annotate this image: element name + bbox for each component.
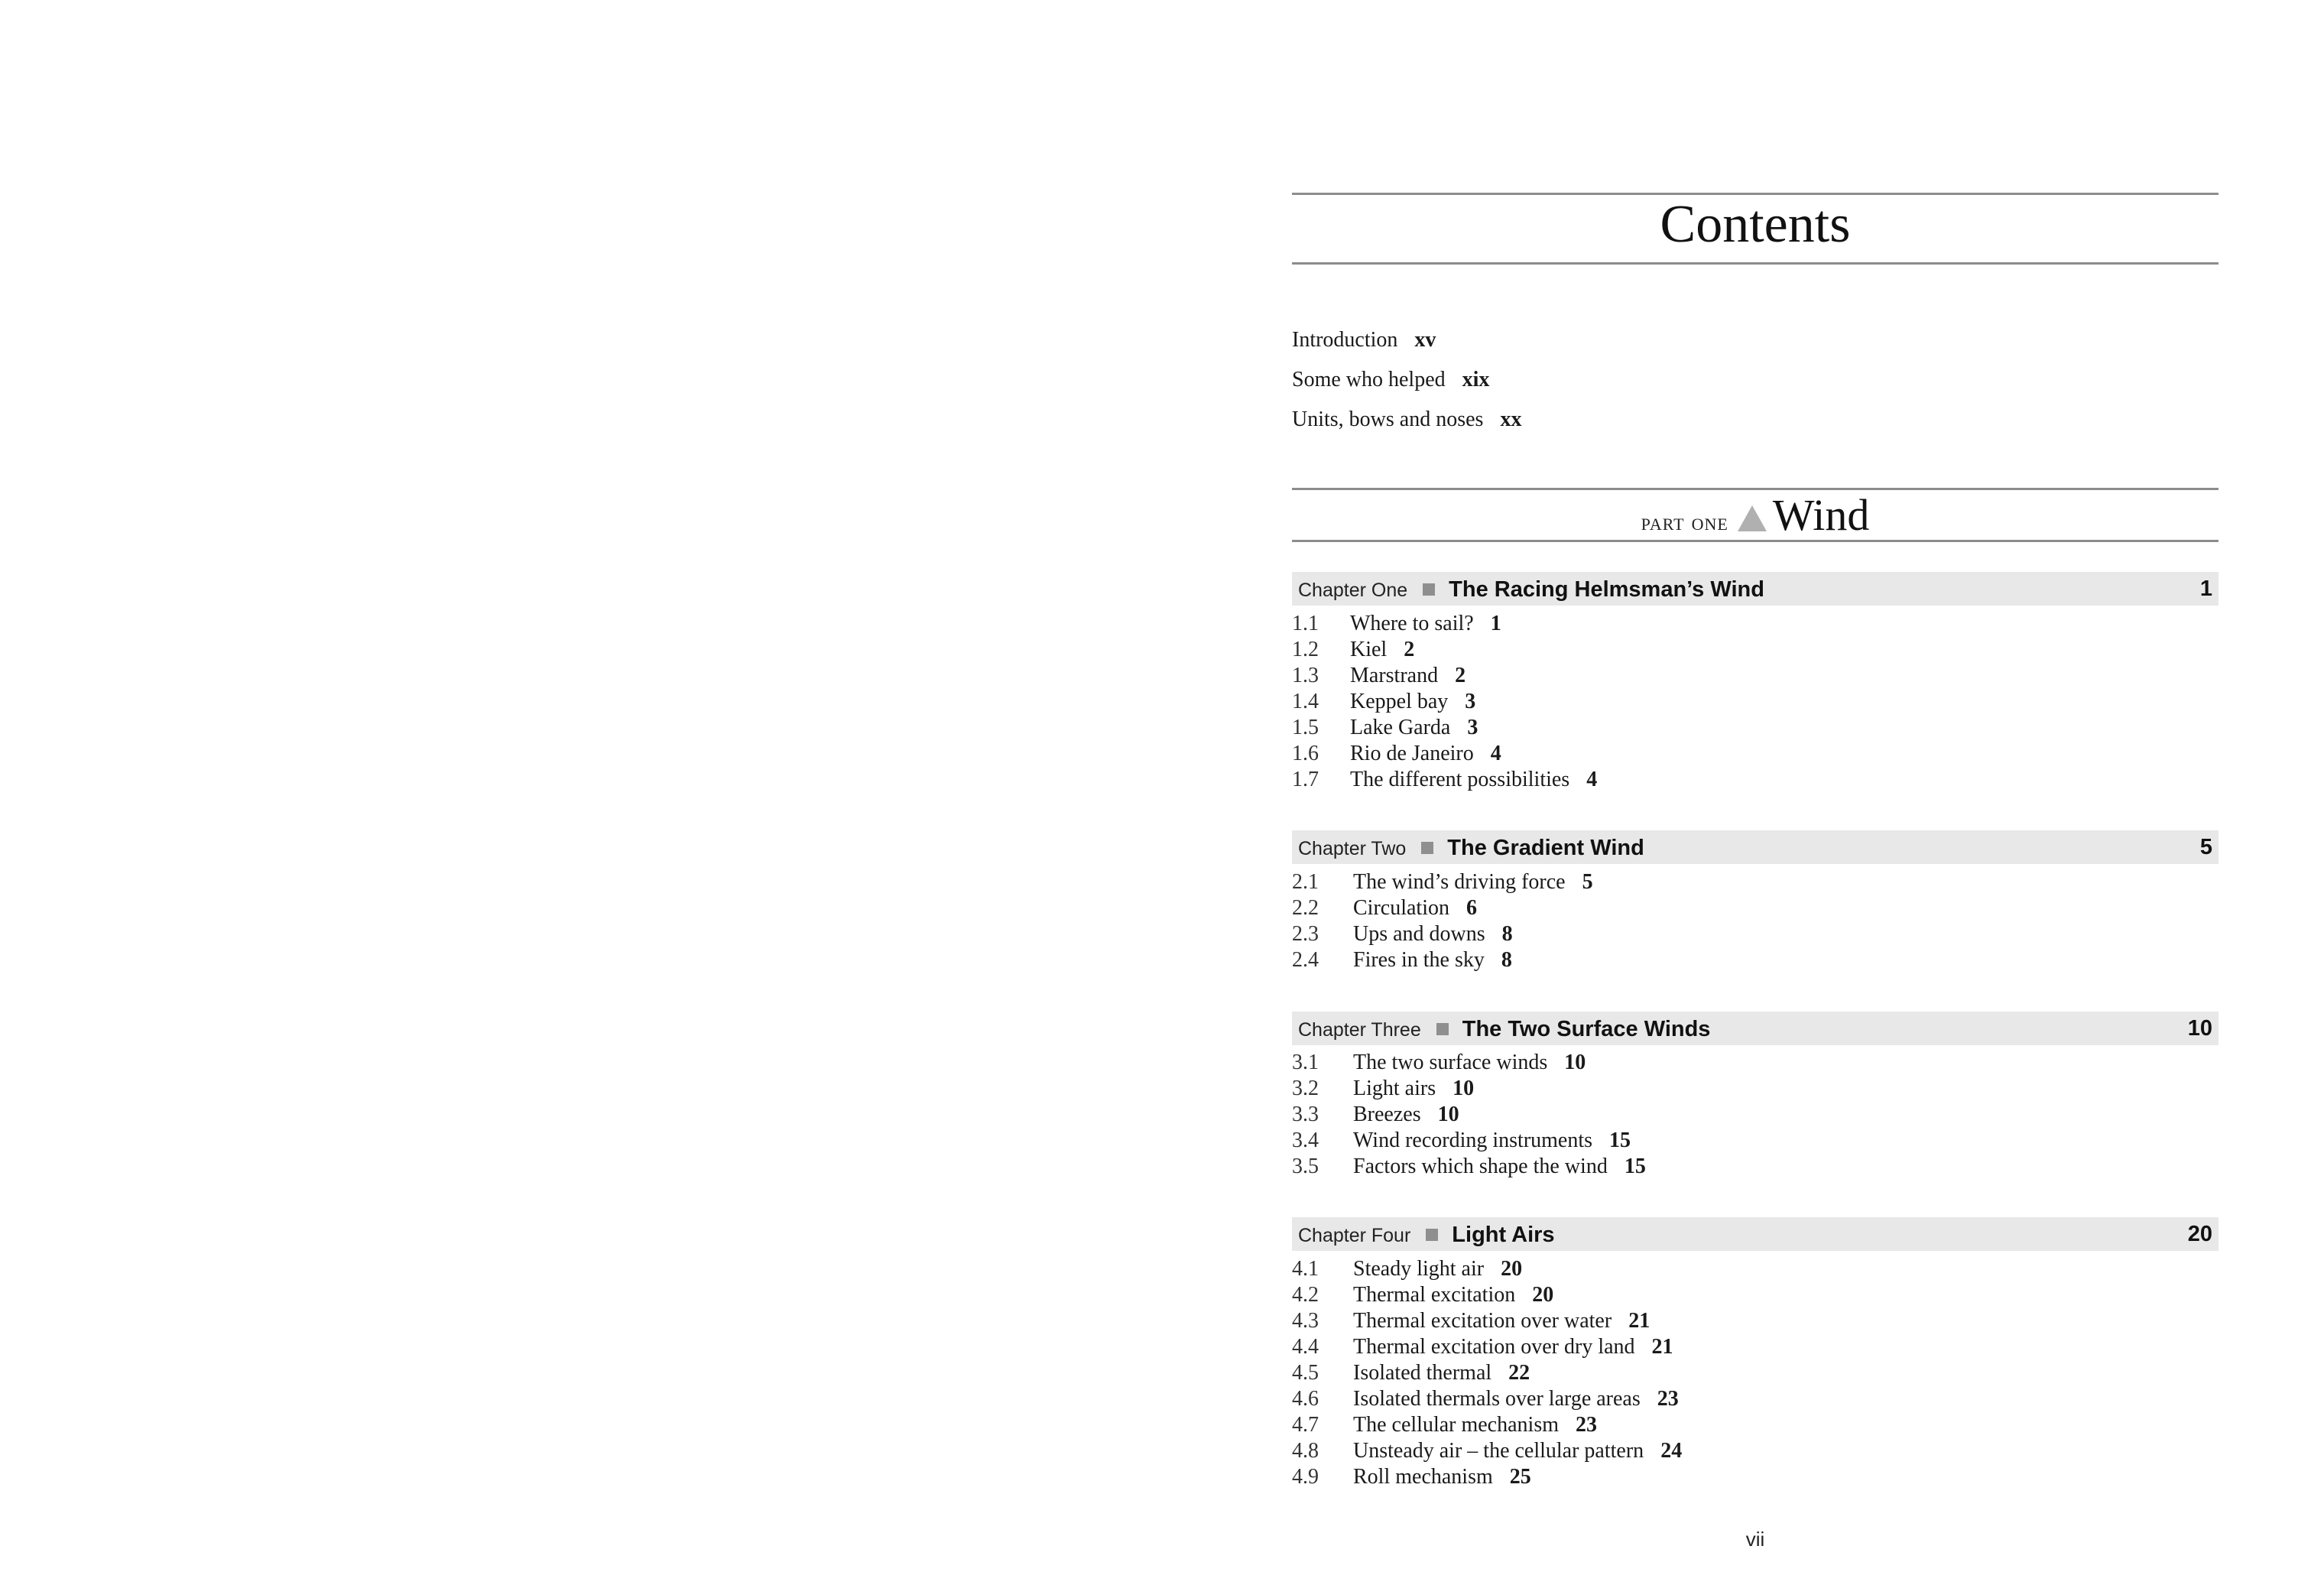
section-entry — [1292, 1309, 1650, 1333]
part-label: part one — [1641, 508, 1728, 535]
section-number: 1.2 — [1292, 638, 1319, 661]
front-matter-title: Introduction — [1292, 328, 1398, 352]
section-entry — [1292, 896, 1477, 921]
section-title: Keppel bay — [1350, 690, 1449, 713]
section-number: 2.4 — [1292, 948, 1319, 972]
section-title: Unsteady air – the cellular pattern — [1353, 1439, 1644, 1463]
section-number: 4.9 — [1292, 1465, 1319, 1489]
section-page: 20 — [1532, 1283, 1554, 1307]
part-heading — [1292, 489, 2219, 541]
section-page: 1 — [1490, 612, 1501, 635]
chapter-page: 20 — [2187, 1222, 2212, 1246]
chapter-header — [1292, 1217, 2219, 1251]
front-matter-title: Units, bows and noses — [1292, 408, 1484, 431]
part-bottom-rule — [1292, 540, 2219, 542]
section-title: Thermal excitation over dry land — [1353, 1335, 1635, 1359]
section-page: 3 — [1467, 716, 1478, 739]
square-icon — [1423, 583, 1435, 596]
section-title: Lake Garda — [1350, 716, 1451, 739]
section-title: Breezes — [1353, 1103, 1421, 1126]
section-entry — [1292, 612, 1501, 636]
section-entry — [1292, 1335, 1673, 1359]
section-title: Factors which shape the wind — [1353, 1155, 1608, 1178]
section-page: 3 — [1465, 690, 1476, 713]
section-page: 8 — [1501, 922, 1513, 946]
section-number: 4.2 — [1292, 1283, 1319, 1307]
section-page: 21 — [1628, 1309, 1650, 1333]
square-icon — [1436, 1023, 1449, 1035]
section-number: 4.4 — [1292, 1335, 1319, 1359]
section-number: 4.6 — [1292, 1387, 1319, 1411]
section-entry — [1292, 948, 1512, 973]
section-entry — [1292, 1439, 1682, 1463]
contents-page — [1292, 0, 2219, 1572]
chapter-title: Light Airs — [1452, 1223, 1555, 1247]
chapter-page: 1 — [2199, 577, 2212, 601]
section-entry — [1292, 1465, 1531, 1489]
chapter-heading — [1298, 1018, 1710, 1041]
square-icon — [1426, 1229, 1438, 1241]
contents-title: Contents — [1660, 195, 1851, 254]
section-number: 4.5 — [1292, 1361, 1319, 1385]
front-matter-item — [1292, 407, 1521, 433]
front-matter-page: xv — [1414, 328, 1436, 352]
chapter-number: Chapter One — [1298, 580, 1408, 601]
section-page: 15 — [1609, 1129, 1631, 1152]
page-number: vii — [1745, 1528, 1765, 1551]
section-page: 10 — [1452, 1077, 1475, 1100]
section-title: Where to sail? — [1350, 612, 1474, 635]
section-number: 1.5 — [1292, 716, 1319, 739]
section-number: 3.3 — [1292, 1103, 1319, 1126]
section-page: 2 — [1455, 664, 1466, 687]
section-page: 2 — [1404, 638, 1415, 661]
front-matter-page: xix — [1462, 368, 1490, 391]
section-entry — [1292, 1413, 1597, 1437]
section-entry — [1292, 716, 1478, 740]
section-title: Isolated thermals over large areas — [1353, 1387, 1641, 1411]
section-entry — [1292, 1077, 1474, 1101]
section-page: 10 — [1564, 1051, 1586, 1074]
section-number: 3.2 — [1292, 1077, 1319, 1100]
section-entry — [1292, 768, 1597, 792]
section-number: 1.1 — [1292, 612, 1319, 635]
chapter-heading — [1298, 836, 1644, 860]
section-entry — [1292, 1387, 1679, 1411]
section-page: 22 — [1508, 1361, 1530, 1385]
section-title: Roll mechanism — [1353, 1465, 1493, 1489]
section-page: 20 — [1501, 1257, 1523, 1281]
section-title: Kiel — [1350, 638, 1388, 661]
section-entry — [1292, 922, 1513, 947]
section-entry — [1292, 870, 1593, 895]
front-matter-page: xx — [1500, 408, 1522, 431]
triangle-icon — [1738, 505, 1767, 531]
section-number: 1.7 — [1292, 768, 1319, 791]
section-page: 21 — [1651, 1335, 1673, 1359]
section-title: Steady light air — [1353, 1257, 1485, 1281]
section-title: Thermal excitation over water — [1353, 1309, 1612, 1333]
chapter-heading — [1298, 578, 1764, 602]
section-title: The wind’s driving force — [1353, 870, 1566, 894]
chapter-page: 5 — [2199, 835, 2212, 859]
section-number: 2.2 — [1292, 896, 1319, 920]
front-matter-item — [1292, 367, 1489, 393]
front-matter-item — [1292, 327, 1436, 353]
chapter-number: Chapter Four — [1298, 1225, 1411, 1246]
part-title: Wind — [1772, 490, 1870, 540]
section-title: Thermal excitation — [1353, 1283, 1516, 1307]
section-page: 24 — [1660, 1439, 1683, 1463]
section-page: 23 — [1576, 1413, 1597, 1437]
section-title: Rio de Janeiro — [1350, 742, 1474, 765]
section-entry — [1292, 664, 1465, 688]
section-page: 4 — [1586, 768, 1598, 791]
section-title: Light airs — [1353, 1077, 1436, 1100]
section-title: Isolated thermal — [1353, 1361, 1492, 1385]
square-icon — [1421, 842, 1433, 854]
section-number: 4.1 — [1292, 1257, 1319, 1281]
section-page: 25 — [1509, 1465, 1531, 1489]
section-title: Wind recording instruments — [1353, 1129, 1593, 1152]
section-page: 6 — [1465, 896, 1477, 920]
title-bottom-rule — [1292, 262, 2219, 265]
section-title: Fires in the sky — [1353, 948, 1485, 972]
chapter-number: Chapter Three — [1298, 1019, 1421, 1041]
section-title: Marstrand — [1350, 664, 1439, 687]
section-number: 4.8 — [1292, 1439, 1319, 1463]
section-number: 3.1 — [1292, 1051, 1319, 1074]
section-number: 3.5 — [1292, 1155, 1319, 1178]
section-number: 1.3 — [1292, 664, 1319, 687]
section-title: The two surface winds — [1353, 1051, 1548, 1074]
section-page: 8 — [1501, 948, 1512, 972]
section-number: 3.4 — [1292, 1129, 1319, 1152]
section-number: 4.7 — [1292, 1413, 1319, 1437]
section-entry — [1292, 638, 1414, 662]
section-title: Circulation — [1353, 896, 1449, 920]
section-number: 4.3 — [1292, 1309, 1319, 1333]
chapter-header — [1292, 830, 2219, 864]
section-title: The cellular mechanism — [1353, 1413, 1559, 1437]
chapter-title: The Two Surface Winds — [1462, 1017, 1711, 1041]
section-entry — [1292, 1361, 1530, 1385]
chapter-number: Chapter Two — [1298, 838, 1407, 859]
chapter-header — [1292, 1012, 2219, 1045]
section-number: 2.1 — [1292, 870, 1319, 894]
section-entry — [1292, 1051, 1586, 1075]
section-page: 5 — [1582, 870, 1593, 894]
chapter-header — [1292, 572, 2219, 606]
section-page: 15 — [1624, 1155, 1646, 1178]
section-entry — [1292, 742, 1501, 766]
chapter-page: 10 — [2187, 1016, 2212, 1041]
chapter-heading — [1298, 1223, 1555, 1247]
section-title: The different possibilities — [1350, 768, 1570, 791]
section-title: Ups and downs — [1353, 922, 1485, 946]
section-entry — [1292, 690, 1475, 714]
section-entry — [1292, 1155, 1646, 1179]
section-page: 4 — [1490, 742, 1501, 765]
chapter-title: The Gradient Wind — [1447, 836, 1644, 860]
chapter-title: The Racing Helmsman’s Wind — [1449, 577, 1764, 602]
section-entry — [1292, 1257, 1522, 1281]
section-page: 10 — [1437, 1103, 1459, 1126]
front-matter-title: Some who helped — [1292, 368, 1446, 391]
section-entry — [1292, 1283, 1553, 1307]
section-number: 1.4 — [1292, 690, 1319, 713]
section-entry — [1292, 1129, 1631, 1153]
section-page: 23 — [1657, 1387, 1679, 1411]
section-number: 2.3 — [1292, 922, 1319, 946]
section-entry — [1292, 1103, 1459, 1127]
section-number: 1.6 — [1292, 742, 1319, 765]
